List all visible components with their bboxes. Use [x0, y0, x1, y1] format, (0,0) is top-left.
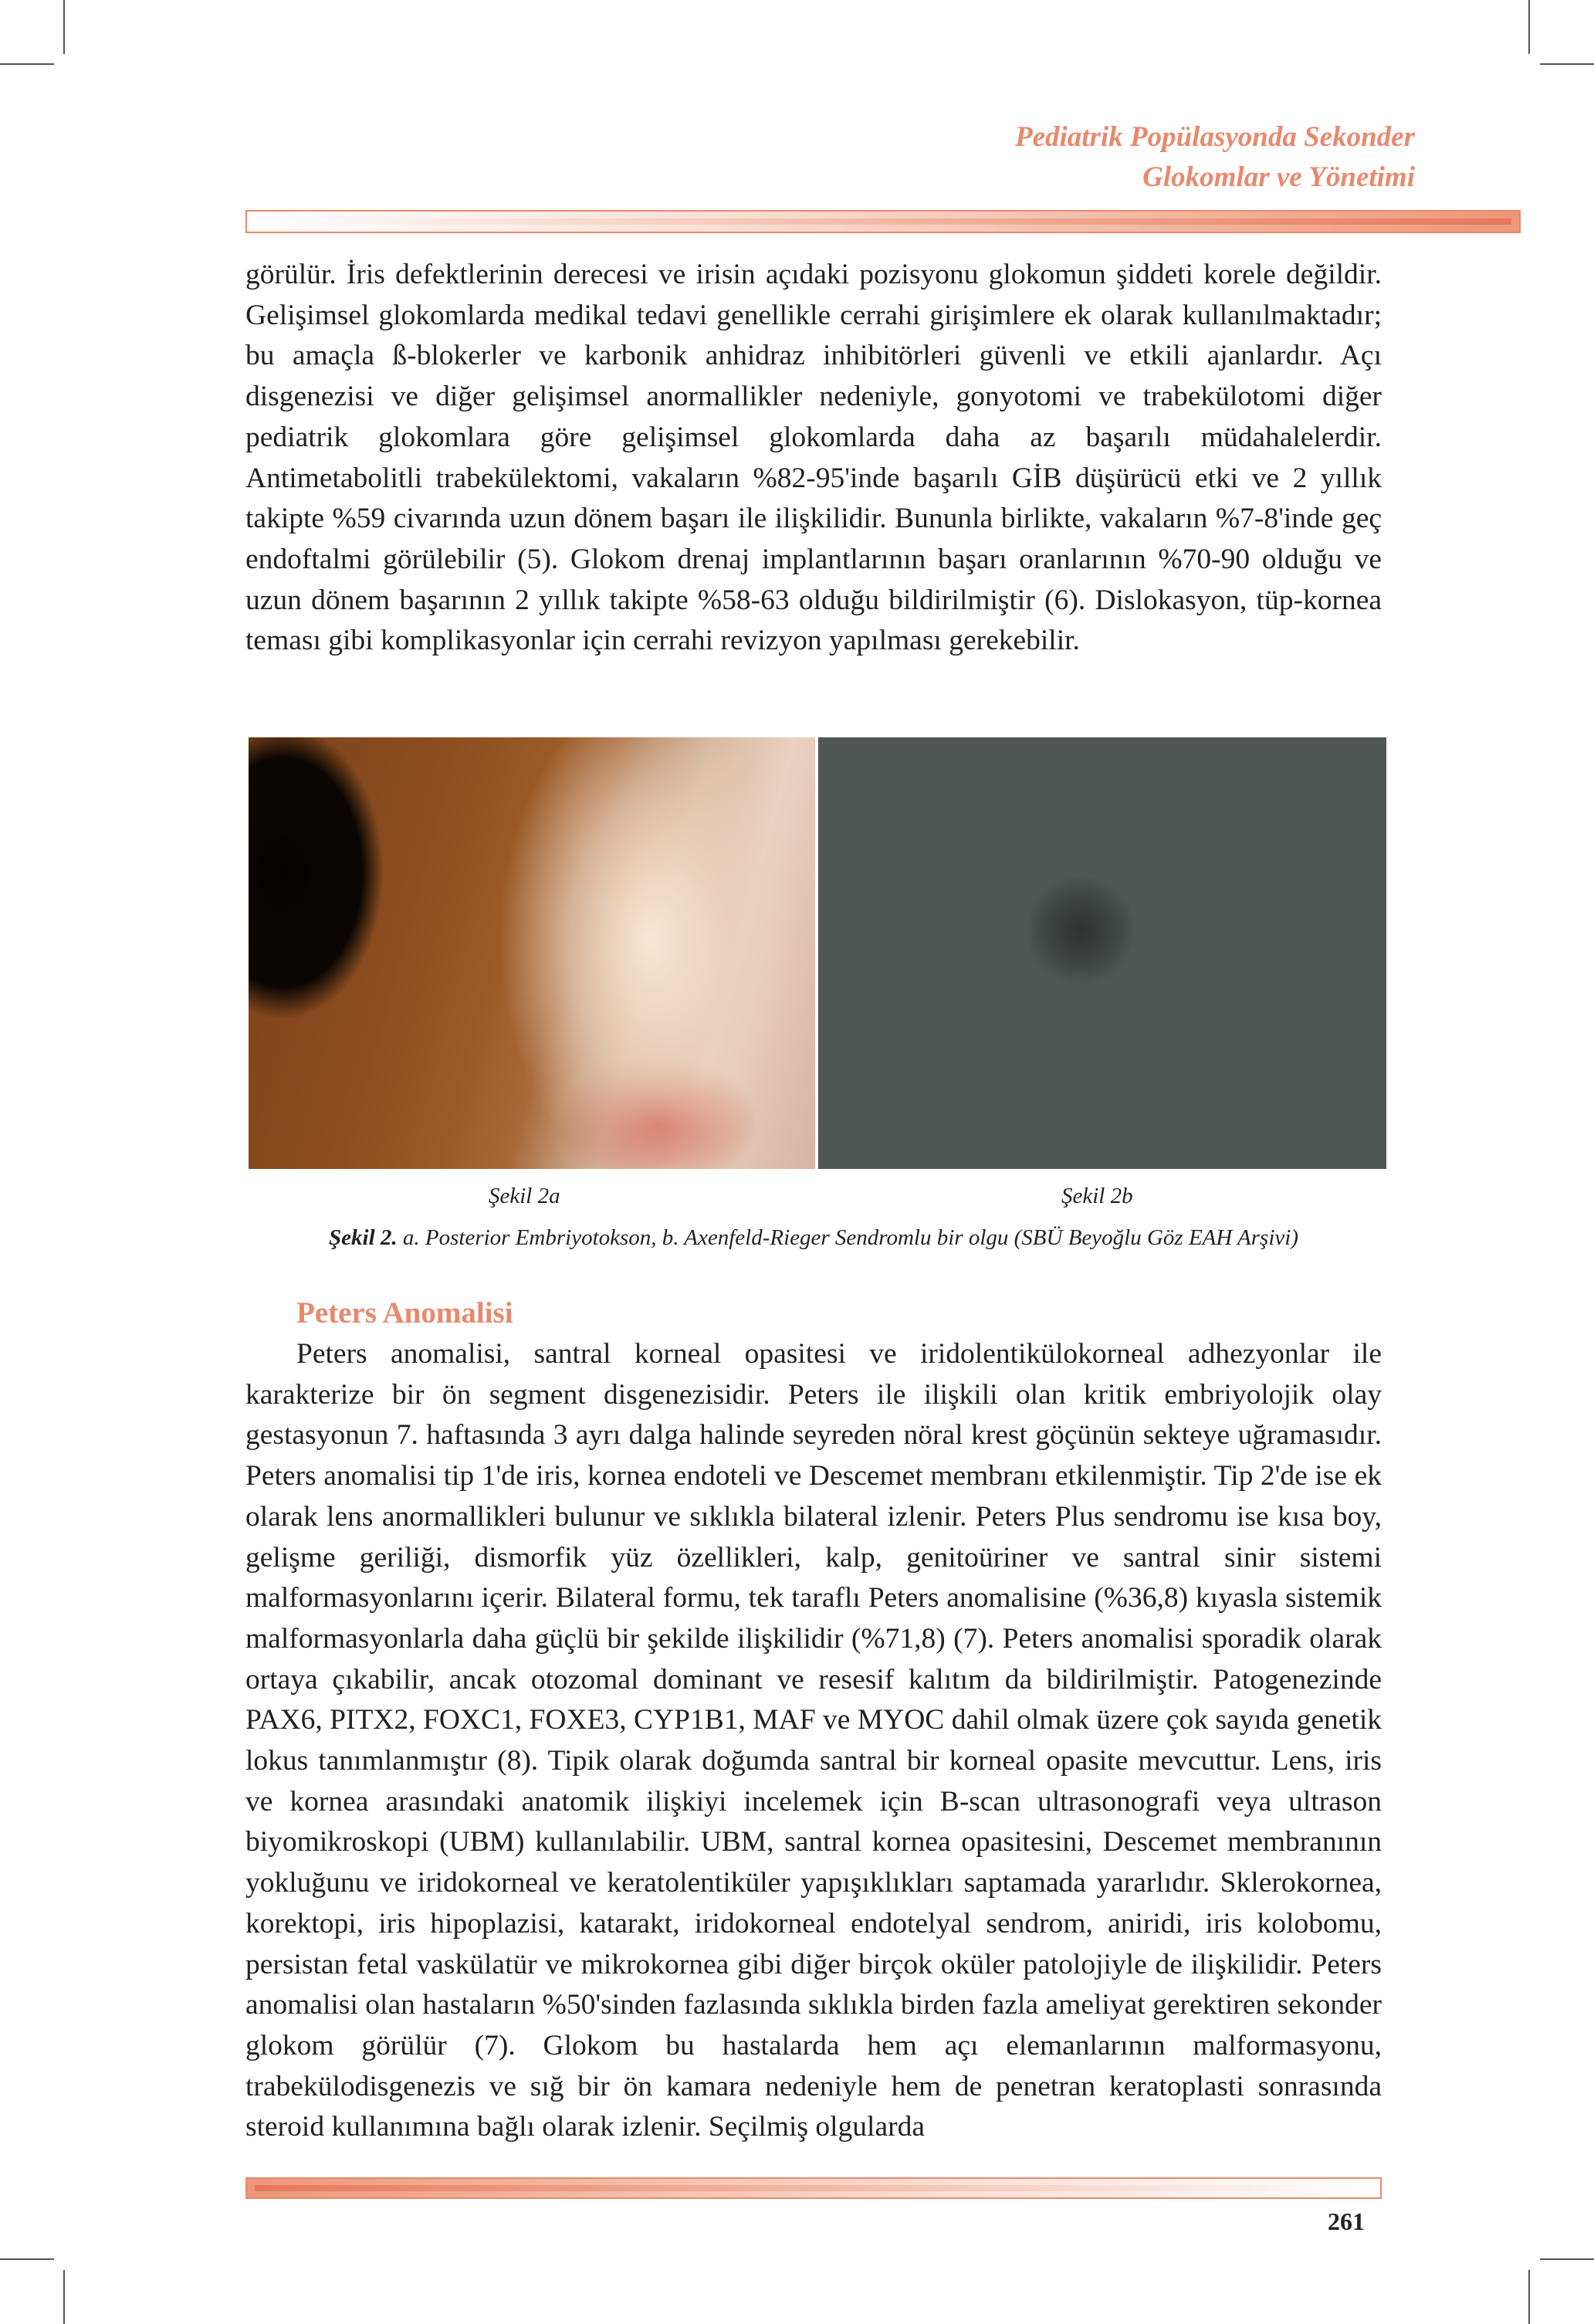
crop-mark	[1528, 2270, 1530, 2324]
running-header-line-2: Glokomlar ve Yönetimi	[1142, 161, 1415, 193]
crop-mark	[63, 2270, 65, 2324]
figure-caption-label: Şekil 2.	[329, 1225, 398, 1250]
figure-2	[249, 737, 1386, 1169]
figure-2b-photo	[818, 737, 1386, 1169]
figure-2b-label: Şekil 2b	[1061, 1184, 1133, 1208]
figure-2a-label: Şekil 2a	[489, 1184, 560, 1208]
body-paragraph: görülür. İris defektlerinin derecesi ve irisin açıdaki pozisyonu glokomun şiddeti korele değildir. Gelişimsel glokomlarda medikal tedavi genellikle cerrahi girişimlere ek olarak kullanılmaktadır; bu amaçla ß-blokerler ve karbonik anhidraz inhibitörleri güvenli ve etkili ajanlardır. Açı disgenezisi ve diğer gelişimsel anormallikler nedeniyle, gonyotomi ve trabekülotomi diğer pediatrik glokomlara göre gelişimsel glokomlarda daha az başarılı müdahalelerdir. Antimetabolitli trabekülektomi, vakaların %82-95'inde başarılı GİB düşürücü etki ve 2 yıllık takipte %59 civarında uzun dönem başarı ile ilişkilidir. Bununla birlikte, vakaların %7-8'inde geç endoftalmi görülebilir (5). Glokom drenaj implantlarının başarı oranlarının %70-90 olduğu ve uzun dönem başarının 2 yıllık takipte %58-63 olduğu bildirilmiştir (6). Dislokasyon, tüp-kornea teması gibi komplikasyonlar için cerrahi revizyon yapılması gerekebilir.	[245, 259, 1382, 657]
crop-mark	[0, 63, 54, 65]
crop-mark	[0, 2258, 54, 2260]
figure-caption	[245, 1222, 1382, 1253]
footer-rule	[245, 2177, 1382, 2199]
crop-mark	[63, 0, 65, 54]
running-header-line-1: Pediatrik Popülasyonda Sekonder	[1014, 121, 1415, 153]
running-header	[1015, 117, 1415, 198]
figure-caption-text: a. Posterior Embriyotokson, b. Axenfeld-Rieger Sendromlu bir olgu (SBÜ Beyoğlu Göz EAH Arşivi)	[402, 1225, 1298, 1250]
figure-2a-photo	[249, 737, 815, 1169]
section-heading: Peters Anomalisi	[296, 1296, 513, 1330]
section-paragraph: Peters anomalisi, santral korneal opasitesi ve iridolentikülokorneal adhezyonlar ile karakterize bir ön segment disgenezisidir. Peters ile ilişkili olan kritik embriyolojik olay gestasyonun 7. haftasında 3 ayrı dalga halinde seyreden nöral krest göçünün sekteye uğramasıdır. Peters anomalisi tip 1'de iris, kornea endoteli ve Descemet membranı etkilenmiştir. Tip 2'de ise ek olarak lens anormallikleri bulunur ve sıklıkla bilateral izlenir. Peters Plus sendromu ise kısa boy, gelişme geriliği, dismorfik yüz özellikleri, kalp, genitoüriner ve santral sinir sistemi malformasyonlarını içerir. Bilateral formu, tek taraflı Peters anomalisine (%36,8) kıyasla sistemik malformasyonlarla daha güçlü bir şekilde ilişkilidir (%71,8) (7). Peters anomalisi sporadik olarak ortaya çıkabilir, ancak otozomal dominant ve resesif kalıtım da bildirilmiştir. Patogenezinde PAX6, PITX2, FOXC1, FOXE3, CYP1B1, MAF ve MYOC dahil olmak üzere çok sayıda genetik lokus tanımlanmıştır (8). Tipik olarak doğumda santral bir korneal opasite mevcuttur. Lens, iris ve kornea arasındaki anatomik ilişkiyi incelemek için B-scan ultrasonografi veya ultrason biyomikroskopi (UBM) kullanılabilir. UBM, santral kornea opasitesini, Descemet membranının yokluğunu ve iridokorneal ve keratolentiküler yapışıklıkları saptamada yararlıdır. Sklerokornea, korektopi, iris hipoplazisi, katarakt, iridokorneal endotelyal sendrom, aniridi, iris kolobomu, persistan fetal vaskülatür ve mikrokornea gibi diğer birçok oküler patolojiyle de ilişkilidir. Peters anomalisi olan hastaların %50'sinden fazlasında sıklıkla birden fazla ameliyat gerektiren sekonder glokom görülür (7). Glokom bu hastalarda hem açı elemanlarının malformasyonu, trabekülodisgenezis ve sığ bir ön kamara nedeniyle hem de penetran keratoplasti sonrasında steroid kullanımına bağlı olarak izlenir. Seçilmiş olgularda	[245, 1338, 1382, 2143]
page-number: 261	[1328, 2207, 1365, 2235]
header-rule	[245, 210, 1521, 233]
crop-mark	[1528, 0, 1530, 54]
crop-mark	[1540, 2258, 1594, 2260]
crop-mark	[1540, 63, 1594, 65]
